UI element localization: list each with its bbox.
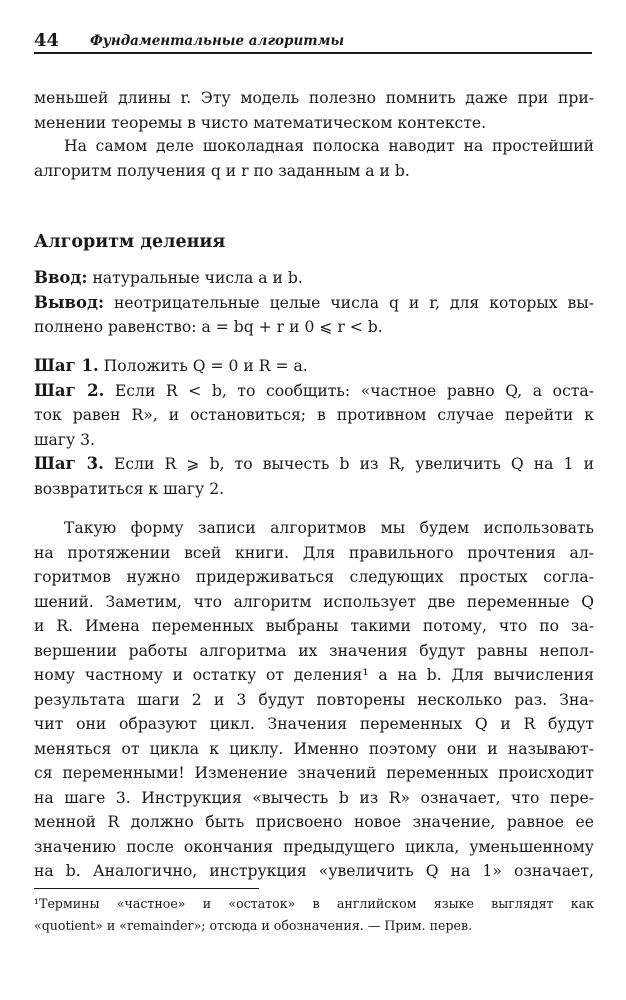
algorithm-steps: [34, 354, 594, 501]
header-rule: [34, 52, 592, 54]
text-line: на шаге 3. Инструкция «вычесть b из R» означает, что пере-: [34, 788, 594, 807]
section-title: Алгоритм деления: [34, 232, 226, 252]
text-line: на протяжении всей книги. Для правильного прочтения ал-: [34, 543, 594, 562]
page-number: 44: [34, 30, 60, 51]
text-line: на b. Аналогично, инструкция «увеличить Q на 1» означает,: [34, 862, 594, 880]
step-3: [34, 452, 594, 477]
step-label: Шаг 1.: [34, 356, 99, 375]
input-label: Ввод:: [34, 268, 88, 287]
text-line: горитмов нужно придерживаться следующих простых согла-: [34, 568, 594, 586]
text-line: ся переменными! Изменение значений переменных происходит: [34, 764, 594, 782]
output-text: неотрицательные целые числа q и r, для которых вы-: [114, 293, 594, 312]
intro-paragraph-2: [34, 134, 594, 183]
step-text: Если R < b, то сообщить: «частное равно Q, а оста-: [114, 381, 594, 400]
text-line: шений. Заметим, что алгоритм использует две переменные Q: [34, 592, 594, 611]
text-line: вершении работы алгоритма их значения будут равны непол-: [34, 641, 594, 660]
text-line: менении теоремы в чисто математическом контексте.: [34, 113, 487, 132]
text-line: значению после окончания предыдущего цикла, уменьшенному: [34, 837, 594, 856]
input-line: [34, 266, 594, 291]
step-text: Положить Q = 0 и R = a.: [103, 357, 308, 375]
page-header: [34, 30, 594, 54]
footnote-rule: [34, 888, 259, 889]
text-line: алгоритм получения q и r по заданным a и b.: [34, 161, 410, 180]
text-line: и R. Имена переменных выбраны такими потому, что по за-: [34, 617, 594, 635]
footnote: [34, 893, 594, 937]
output-label: Вывод:: [34, 292, 105, 312]
text-line: ному частному и остатку от деления¹ a на b. Для вычисления: [34, 666, 594, 684]
text-line: На самом деле шоколадная полоска наводит на простейший: [64, 137, 594, 155]
text-line: меньшей длины r. Эту модель полезно помнить даже при при-: [34, 89, 594, 107]
text-line: результата шаги 2 и 3 будут повторены несколько раз. Зна-: [34, 690, 594, 709]
text-line: менной R должно быть присвоено новое значение, равное ее: [34, 813, 594, 831]
step-2-cont: ток равен R», и остановиться; в противном случае перейти к: [34, 406, 594, 424]
step-label: Шаг 2.: [34, 380, 105, 400]
running-title: Фундаментальные алгоритмы: [90, 33, 345, 49]
footnote-line: ¹Термины «частное» и «остаток» в английском языке выглядят как: [34, 896, 594, 911]
step-1: [34, 354, 594, 379]
input-text: натуральные числа a и b.: [92, 269, 303, 287]
step-2-cont: шагу 3.: [34, 430, 95, 449]
step-text: Если R ⩾ b, то вычесть b из R, увеличить Q на 1 и: [113, 455, 594, 473]
output-line-2: полнено равенство: a = bq + r и 0 ⩽ r < b.: [34, 318, 383, 336]
step-2: [34, 379, 594, 404]
output-line: [34, 291, 594, 316]
step-label: Шаг 3.: [34, 454, 104, 473]
algorithm-io: [34, 266, 594, 340]
text-line: чит они образуют цикл. Значения переменных Q и R будут: [34, 715, 594, 733]
text-line: Такую форму записи алгоритмов мы будем использовать: [64, 519, 594, 537]
footnote-line: «quotient» и «remainder»; отсюда и обозначения. — Прим. перев.: [34, 918, 473, 933]
intro-paragraph: [34, 86, 594, 135]
body-paragraph: [34, 516, 594, 884]
step-3-cont: возвратиться к шагу 2.: [34, 479, 225, 498]
text-line: меняться от цикла к циклу. Именно поэтому они и называют-: [34, 739, 594, 758]
